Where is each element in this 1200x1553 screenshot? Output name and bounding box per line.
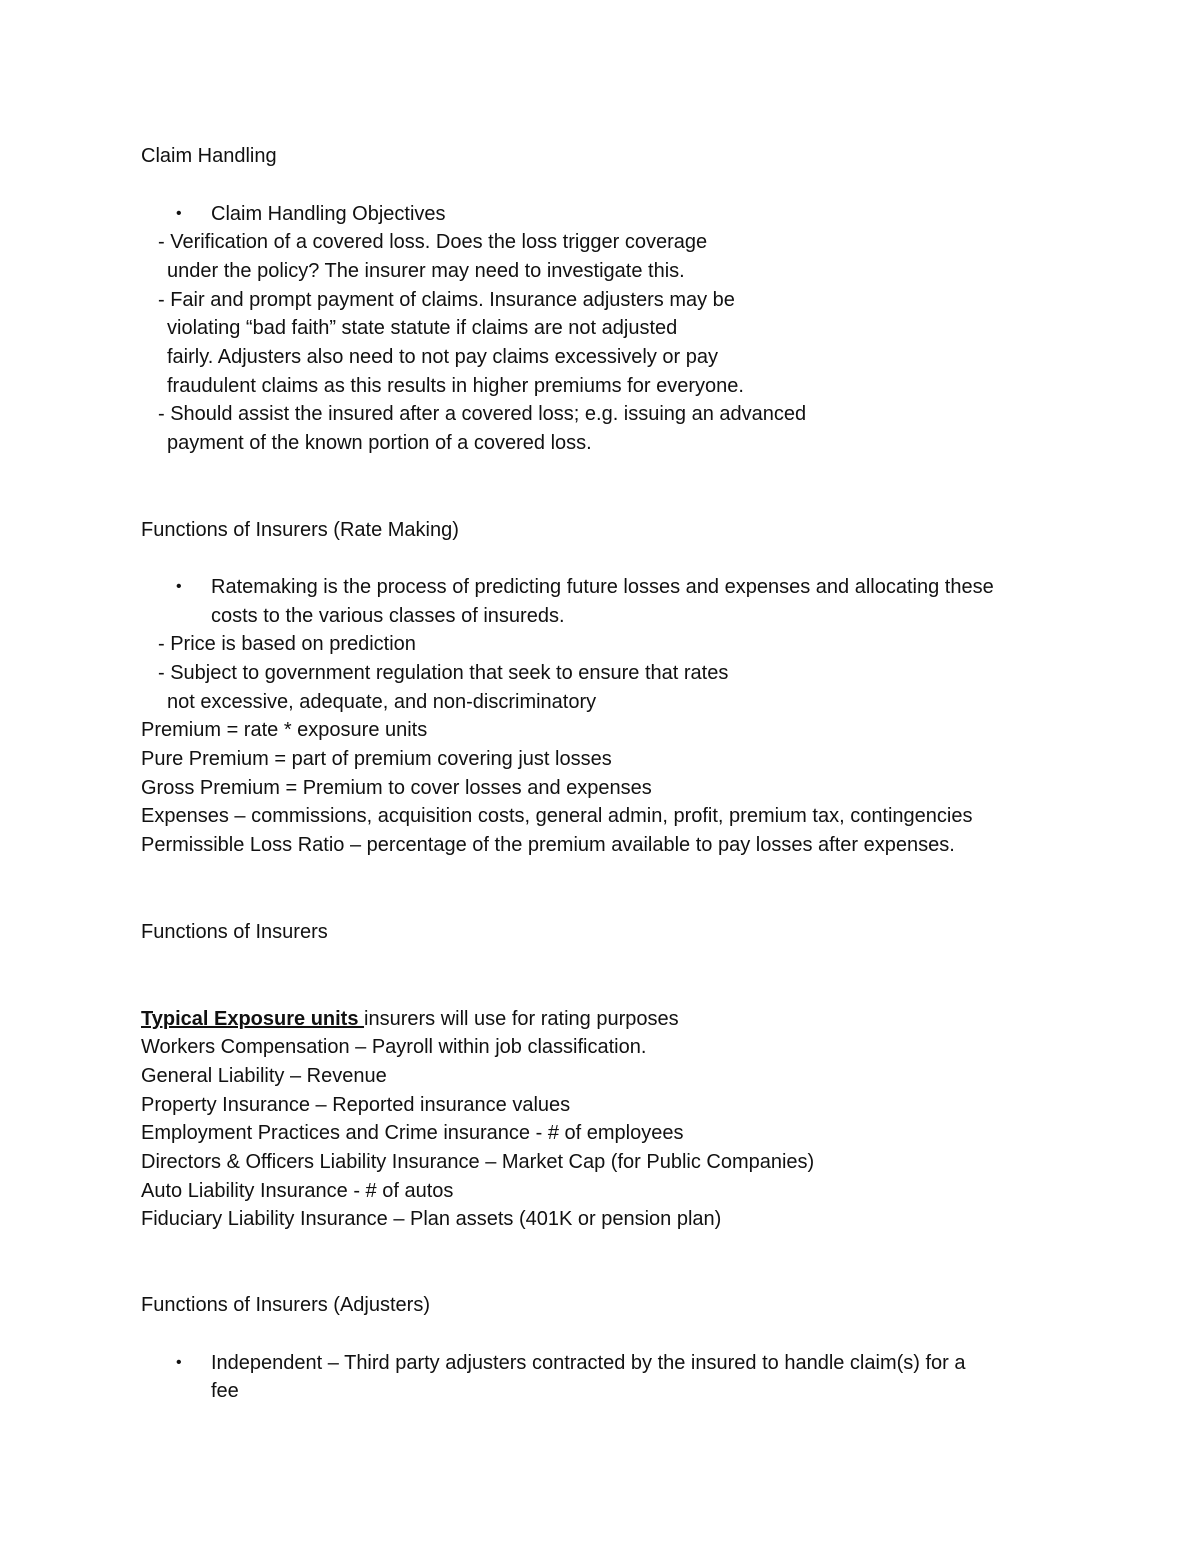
text-line: Premium = rate * exposure units — [141, 719, 428, 741]
bullet-icon: • — [176, 578, 182, 595]
section-title-rate-making: Functions of Insurers (Rate Making) — [141, 519, 459, 541]
section-title-adjusters: Functions of Insurers (Adjusters) — [141, 1294, 430, 1316]
text-line: Employment Practices and Crime insurance - # of employees — [141, 1122, 684, 1144]
bullet-icon: • — [176, 1354, 182, 1371]
text-line: Gross Premium = Premium to cover losses and expenses — [141, 777, 652, 799]
bullet-text-continued: costs to the various classes of insureds. — [211, 605, 565, 627]
bullet-text: Independent – Third party adjusters contracted by the insured to handle claim(s) for a — [211, 1352, 966, 1374]
text-line: General Liability – Revenue — [141, 1065, 387, 1087]
bullet-text: Ratemaking is the process of predicting future losses and expenses and allocating these — [211, 576, 994, 598]
text-line: Fiduciary Liability Insurance – Plan assets (401K or pension plan) — [141, 1208, 722, 1230]
text-line: - Subject to government regulation that seek to ensure that rates — [158, 662, 729, 684]
text-line: Property Insurance – Reported insurance values — [141, 1094, 571, 1116]
exposure-units-heading — [141, 1005, 679, 1033]
text-line: - Price is based on prediction — [158, 633, 416, 655]
text-line: - Fair and prompt payment of claims. Insurance adjusters may be — [158, 289, 735, 311]
text-line: violating “bad faith” state statute if claims are not adjusted — [167, 317, 678, 339]
text-line: fairly. Adjusters also need to not pay claims excessively or pay — [167, 346, 718, 368]
section-title-functions: Functions of Insurers — [141, 921, 328, 943]
section-title-claim-handling: Claim Handling — [141, 145, 277, 167]
text-line: Directors & Officers Liability Insurance – Market Cap (for Public Companies) — [141, 1151, 815, 1173]
text-line: payment of the known portion of a covered loss. — [167, 432, 592, 454]
text-line: fraudulent claims as this results in higher premiums for everyone. — [167, 375, 744, 397]
text-line: under the policy? The insurer may need to investigate this. — [167, 260, 685, 282]
bullet-text-continued: fee — [211, 1380, 239, 1402]
text-line: Pure Premium = part of premium covering just losses — [141, 748, 612, 770]
text-line: Auto Liability Insurance - # of autos — [141, 1180, 454, 1202]
text-line: - Verification of a covered loss. Does the loss trigger coverage — [158, 231, 708, 253]
underlined-heading: Typical Exposure units — [141, 1008, 365, 1030]
text-line: Workers Compensation – Payroll within job classification. — [141, 1036, 647, 1058]
text-line: Permissible Loss Ratio – percentage of the premium available to pay losses after expenses. — [141, 834, 955, 856]
bullet-icon: • — [176, 205, 182, 222]
bullet-text: Claim Handling Objectives — [211, 203, 446, 225]
text-line: not excessive, adequate, and non-discriminatory — [167, 691, 597, 713]
text-line: Expenses – commissions, acquisition costs, general admin, profit, premium tax, contingencies — [141, 805, 973, 827]
text-line: - Should assist the insured after a covered loss; e.g. issuing an advanced — [158, 403, 807, 425]
heading-rest: insurers will use for rating purposes — [364, 1008, 679, 1030]
